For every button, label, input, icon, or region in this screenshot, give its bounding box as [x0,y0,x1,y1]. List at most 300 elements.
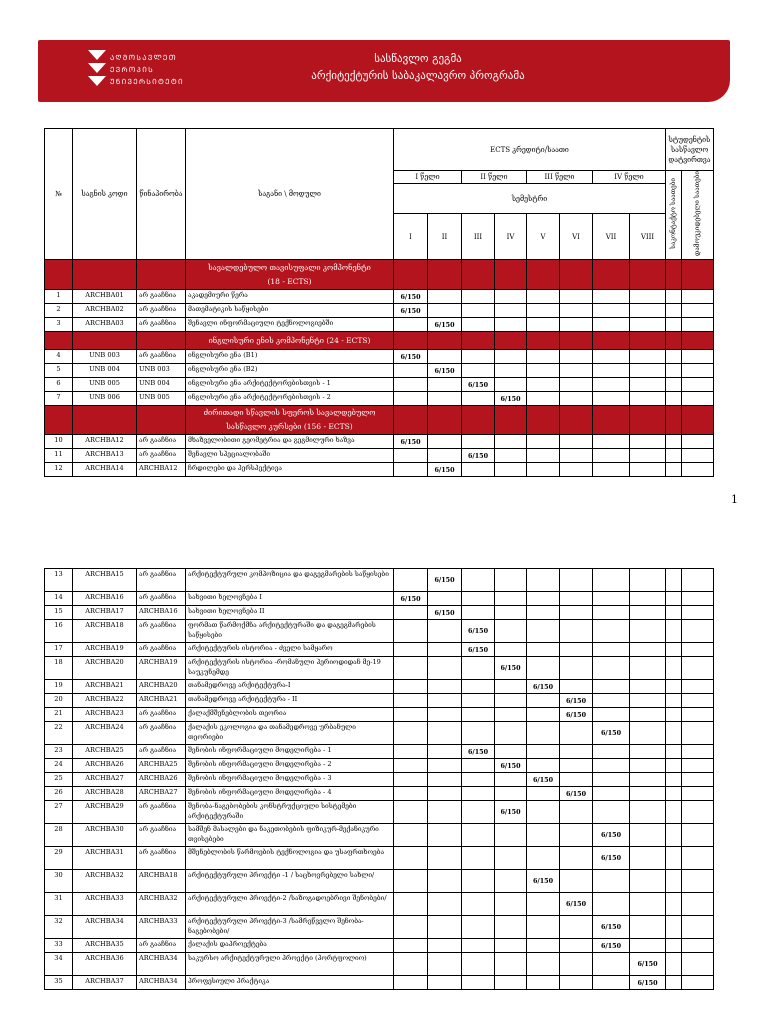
empty-cell [593,392,630,406]
component-empty-cell [666,406,682,435]
semester-header-2: II [428,214,462,260]
component-empty-cell [394,260,428,290]
row-number: 15 [45,606,73,620]
subject-code: UNB 005 [73,378,137,392]
component-empty-cell [73,406,137,435]
table-row [45,976,714,990]
empty-cell [495,304,527,318]
subject-code: ARCHBA12 [73,435,137,449]
component-empty-cell [73,260,137,290]
empty-cell [527,708,560,722]
subject-code: ARCHBA27 [73,773,137,787]
subject-code: ARCHBA34 [73,916,137,939]
empty-cell [462,893,495,916]
contact-hours-cell [666,893,682,916]
empty-cell [462,364,495,378]
empty-cell [560,773,593,787]
empty-cell [527,657,560,680]
row-number: 23 [45,745,73,759]
table-row [45,364,714,378]
empty-cell [462,708,495,722]
empty-cell [394,657,428,680]
table-row [45,435,714,449]
empty-cell [462,939,495,953]
empty-cell [495,290,527,304]
empty-cell [394,824,428,847]
component-empty-cell [630,406,666,435]
contact-hours-cell [666,435,682,449]
empty-cell [394,392,428,406]
empty-cell [495,893,527,916]
empty-cell [394,643,428,657]
independent-hours-cell [682,801,714,824]
empty-cell [462,773,495,787]
header-banner [38,40,730,102]
col-header-no: № [45,129,73,260]
empty-cell [527,824,560,847]
component-empty-cell [45,406,73,435]
credit-hours: 6/150 [462,620,495,643]
prerequisite: ARCHBA27 [137,787,186,801]
empty-cell [630,290,666,304]
row-number: 21 [45,708,73,722]
col-header-prereq: წინაპირობა [137,129,186,260]
independent-hours-cell [682,953,714,976]
empty-cell [593,694,630,708]
empty-cell [527,620,560,643]
empty-cell [630,708,666,722]
empty-cell [527,290,560,304]
empty-cell [630,916,666,939]
prerequisite: არ გააჩნია [137,745,186,759]
empty-cell [630,824,666,847]
empty-cell [630,350,666,364]
empty-cell [394,569,428,592]
prerequisite: არ გააჩნია [137,449,186,463]
empty-cell [630,364,666,378]
row-number: 28 [45,824,73,847]
empty-cell [394,847,428,870]
subject-name: არქიტექტურის ისტორია -რომანული პერიოდიდან მე-19 საუკუნემდე [186,657,394,680]
prerequisite: არ გააჩნია [137,318,186,332]
empty-cell [428,916,462,939]
empty-cell [462,759,495,773]
contact-hours-cell [666,847,682,870]
empty-cell [593,592,630,606]
empty-cell [527,304,560,318]
contact-hours-cell [666,318,682,332]
empty-cell [428,824,462,847]
empty-cell [394,870,428,893]
empty-cell [630,939,666,953]
empty-cell [462,801,495,824]
empty-cell [630,847,666,870]
empty-cell [428,722,462,745]
empty-cell [593,976,630,990]
credit-hours: 6/150 [394,350,428,364]
component-empty-cell [73,332,137,350]
table-row [45,708,714,722]
row-number: 31 [45,893,73,916]
empty-cell [428,694,462,708]
credit-hours: 6/150 [527,680,560,694]
independent-hours-cell [682,290,714,304]
empty-cell [462,847,495,870]
col-header-contact-hours: საკონტაქტო საათები [666,171,682,260]
table-row [45,870,714,893]
row-number: 10 [45,435,73,449]
credit-hours: 6/150 [527,773,560,787]
empty-cell [394,976,428,990]
empty-cell [495,364,527,378]
semester-header-6: VI [560,214,593,260]
independent-hours-cell [682,694,714,708]
empty-cell [394,893,428,916]
empty-cell [593,620,630,643]
subject-name: შენობის ინფორმაციული მოდელირება - 1 [186,745,394,759]
empty-cell [630,643,666,657]
component-empty-cell [682,332,714,350]
credit-hours: 6/150 [593,847,630,870]
independent-hours-cell [682,976,714,990]
prerequisite: ARCHBA18 [137,870,186,893]
subject-code: ARCHBA25 [73,745,137,759]
credit-hours: 6/150 [428,463,462,477]
empty-cell [593,759,630,773]
empty-cell [560,290,593,304]
empty-cell [394,463,428,477]
contact-hours-cell [666,378,682,392]
table-row [45,569,714,592]
empty-cell [560,847,593,870]
prerequisite: ARCHBA16 [137,606,186,620]
table-row [45,893,714,916]
empty-cell [428,620,462,643]
empty-cell [428,759,462,773]
empty-cell [527,318,560,332]
subject-code: ARCHBA16 [73,592,137,606]
empty-cell [560,304,593,318]
empty-cell [593,364,630,378]
component-empty-cell [462,260,495,290]
empty-cell [394,722,428,745]
credit-hours: 6/150 [593,916,630,939]
subject-name: შენობა-ნაგებობების კონსტრუქციული სისტემები არქიტექტურაში [186,801,394,824]
row-number: 14 [45,592,73,606]
contact-hours-cell [666,953,682,976]
empty-cell [495,722,527,745]
credit-hours: 6/150 [428,318,462,332]
table-row [45,722,714,745]
empty-cell [462,694,495,708]
empty-cell [527,643,560,657]
empty-cell [428,787,462,801]
row-number: 7 [45,392,73,406]
table-row [45,318,714,332]
subject-code: ARCHBA26 [73,759,137,773]
semester-header-1: I [394,214,428,260]
empty-cell [495,916,527,939]
row-number: 11 [45,449,73,463]
empty-cell [462,569,495,592]
subject-code: ARCHBA21 [73,680,137,694]
credit-hours: 6/150 [462,378,495,392]
prerequisite: არ გააჩნია [137,569,186,592]
semester-header-3: III [462,214,495,260]
empty-cell [593,290,630,304]
prerequisite: ARCHBA20 [137,680,186,694]
table-row [45,392,714,406]
credit-hours: 6/150 [593,722,630,745]
subject-code: ARCHBA32 [73,870,137,893]
empty-cell [630,759,666,773]
empty-cell [560,953,593,976]
title-line-2: არქიტექტურის საბაკალავრო პროგრამა [311,69,525,82]
contact-hours-cell [666,939,682,953]
subject-name: არქიტექტურული პროექტი-3 /სამრეწველო შენობა-ნაგებობები/ [186,916,394,939]
row-number: 2 [45,304,73,318]
row-number: 32 [45,916,73,939]
subject-name: საკურსო არქიტექტურული პროექტი (პორტფოლიო) [186,953,394,976]
subject-code: ARCHBA35 [73,939,137,953]
credit-hours: 6/150 [495,392,527,406]
empty-cell [560,592,593,606]
independent-hours-cell [682,392,714,406]
row-number: 30 [45,870,73,893]
empty-cell [462,290,495,304]
empty-cell [462,435,495,449]
empty-cell [527,694,560,708]
empty-cell [495,350,527,364]
row-number: 3 [45,318,73,332]
independent-hours-cell [682,592,714,606]
credit-hours: 6/150 [593,939,630,953]
empty-cell [593,773,630,787]
empty-cell [630,435,666,449]
empty-cell [560,392,593,406]
empty-cell [630,318,666,332]
page-number: 1 [731,493,738,506]
component-empty-cell [428,332,462,350]
independent-hours-cell [682,893,714,916]
empty-cell [527,801,560,824]
prerequisite: UNB 005 [137,392,186,406]
empty-cell [527,378,560,392]
independent-hours-cell [682,847,714,870]
contact-hours-cell [666,569,682,592]
component-empty-cell [527,332,560,350]
empty-cell [495,708,527,722]
empty-cell [495,773,527,787]
empty-cell [560,916,593,939]
empty-cell [462,350,495,364]
empty-cell [428,870,462,893]
empty-cell [394,953,428,976]
empty-cell [428,290,462,304]
empty-cell [495,592,527,606]
table-row [45,606,714,620]
table-row [45,449,714,463]
contact-hours-cell [666,976,682,990]
empty-cell [428,350,462,364]
table-row [45,745,714,759]
subject-name: ინგლისური ენა (B2) [186,364,394,378]
empty-cell [527,893,560,916]
empty-cell [527,435,560,449]
empty-cell [593,708,630,722]
empty-cell [394,759,428,773]
empty-cell [394,801,428,824]
empty-cell [495,847,527,870]
empty-cell [630,569,666,592]
subject-code: ARCHBA03 [73,318,137,332]
credit-hours: 6/150 [394,435,428,449]
prerequisite: არ გააჩნია [137,304,186,318]
empty-cell [560,657,593,680]
component-empty-cell [45,332,73,350]
subject-name: თანამედროვე არქიტექტურა - II [186,694,394,708]
empty-cell [527,916,560,939]
empty-cell [495,870,527,893]
empty-cell [593,657,630,680]
empty-cell [593,449,630,463]
table-row [45,759,714,773]
independent-hours-cell [682,708,714,722]
empty-cell [462,463,495,477]
empty-cell [428,939,462,953]
empty-cell [630,801,666,824]
year-header-4: IV წელი [593,171,666,184]
contact-hours-cell [666,463,682,477]
component-empty-cell [560,260,593,290]
prerequisite: არ გააჩნია [137,824,186,847]
empty-cell [527,392,560,406]
semester-header: სემესტრი [394,184,666,214]
subject-code: ARCHBA02 [73,304,137,318]
empty-cell [462,787,495,801]
table-row [45,304,714,318]
empty-cell [495,606,527,620]
subject-code: ARCHBA31 [73,847,137,870]
empty-cell [428,657,462,680]
empty-cell [428,680,462,694]
subject-name: მათემატიკის საწყისები [186,304,394,318]
empty-cell [462,592,495,606]
subject-name: სამშენ მასალები და ნაკეთობების ფიზიკურ-მექანიკური თვისებები [186,824,394,847]
component-empty-cell [428,406,462,435]
subject-code: UNB 003 [73,350,137,364]
empty-cell [462,870,495,893]
row-number: 27 [45,801,73,824]
row-number: 33 [45,939,73,953]
empty-cell [630,745,666,759]
empty-cell [462,722,495,745]
component-empty-cell [560,332,593,350]
empty-cell [593,435,630,449]
component-empty-cell [527,406,560,435]
prerequisite: არ გააჩნია [137,722,186,745]
row-number: 13 [45,569,73,592]
prerequisite: ARCHBA21 [137,694,186,708]
independent-hours-cell [682,759,714,773]
contact-hours-cell [666,680,682,694]
subject-name: შენობის ინფორმაციული მოდელირება - 3 [186,773,394,787]
independent-hours-cell [682,569,714,592]
subject-name: სახვითი ხელოვნება II [186,606,394,620]
subject-code: ARCHBA20 [73,657,137,680]
table-row [45,643,714,657]
component-empty-cell [137,332,186,350]
empty-cell [560,449,593,463]
table-row [45,773,714,787]
empty-cell [394,745,428,759]
table-row [45,463,714,477]
independent-hours-cell [682,606,714,620]
prerequisite: არ გააჩნია [137,939,186,953]
empty-cell [630,657,666,680]
credit-hours: 6/150 [394,304,428,318]
contact-hours-cell [666,916,682,939]
component-empty-cell [495,260,527,290]
component-title: ძირითადი სწავლის სფეროს სავალდებულო სასწავლო კურსები (156 - ECTS) [186,406,394,435]
table-row [45,378,714,392]
empty-cell [630,592,666,606]
credit-hours: 6/150 [630,976,666,990]
component-empty-cell [560,406,593,435]
prerequisite: ARCHBA25 [137,759,186,773]
table-row [45,592,714,606]
empty-cell [495,569,527,592]
component-empty-cell [682,406,714,435]
empty-cell [527,847,560,870]
empty-cell [495,787,527,801]
col-header-ects: ECTS კრედიტი/საათი [394,129,666,171]
empty-cell [527,364,560,378]
independent-hours-cell [682,318,714,332]
year-header-2: II წელი [462,171,527,184]
semester-header-7: VII [593,214,630,260]
empty-cell [495,953,527,976]
empty-cell [630,722,666,745]
table-row [45,680,714,694]
subject-code: UNB 004 [73,364,137,378]
credit-hours: 6/150 [495,759,527,773]
empty-cell [462,304,495,318]
empty-cell [394,364,428,378]
independent-hours-cell [682,745,714,759]
table-row [45,290,714,304]
credit-hours: 6/150 [428,606,462,620]
subject-code: UNB 006 [73,392,137,406]
col-header-independent-hours: დამოუკიდებელი საათები [682,171,714,260]
empty-cell [560,759,593,773]
table-row [45,787,714,801]
component-empty-cell [666,260,682,290]
contact-hours-cell [666,870,682,893]
contact-hours-cell [666,620,682,643]
subject-name: მხაზველობითი გეომეტრია და გეგმილური ხაზვა [186,435,394,449]
prerequisite: UNB 004 [137,378,186,392]
empty-cell [428,976,462,990]
empty-cell [394,449,428,463]
empty-cell [560,643,593,657]
empty-cell [593,318,630,332]
subject-code: ARCHBA01 [73,290,137,304]
table-row [45,824,714,847]
component-empty-cell [527,260,560,290]
independent-hours-cell [682,643,714,657]
empty-cell [593,350,630,364]
